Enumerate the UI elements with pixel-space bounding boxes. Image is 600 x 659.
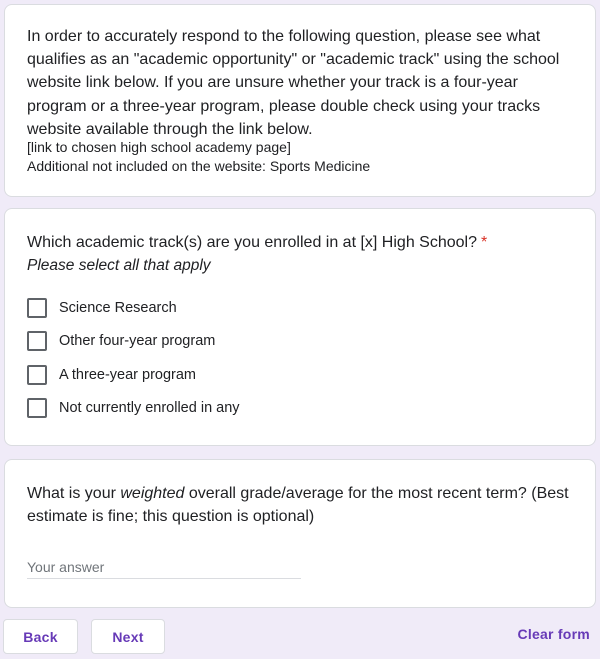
grade-question-title: [27, 482, 587, 528]
option-not-enrolled[interactable]: [27, 397, 240, 419]
option-label: Science Research: [59, 300, 177, 316]
option-label: A three-year program: [59, 367, 197, 383]
grade-answer-input[interactable]: [27, 556, 301, 579]
option-three-year-program[interactable]: [27, 364, 196, 386]
grade-question-text-rest: overall grade/average for the most recent term? (Best estimate is fine; this question is optional): [27, 485, 569, 526]
tracks-question-title: [27, 231, 587, 254]
checkbox[interactable]: [27, 331, 47, 351]
checkbox[interactable]: [27, 365, 47, 385]
option-label: Not currently enrolled in any: [59, 400, 240, 416]
tracks-question-text: Which academic track(s) are you enrolled in at [x] High School?: [27, 234, 477, 251]
tracks-question-subtitle: Please select all that apply: [27, 257, 211, 274]
tracks-question-card: [4, 208, 596, 446]
option-other-four-year-program[interactable]: [27, 330, 215, 352]
checkbox[interactable]: [27, 298, 47, 318]
info-paragraph: In order to accurately respond to the following question, please see what qualifies as an "academic opportunity" or "academic track" using the school website link below. If you are unsure whether your track is a four-year program or a three-year program, please double check using your tracks website available through the link below.: [27, 28, 560, 138]
option-science-research[interactable]: [27, 297, 177, 319]
info-card: [4, 4, 596, 197]
next-button[interactable]: Next: [91, 619, 165, 654]
grade-question-text: What is your: [27, 485, 121, 502]
option-label: Other four-year program: [59, 333, 216, 349]
checkbox[interactable]: [27, 398, 47, 418]
back-button[interactable]: Back: [3, 619, 78, 654]
grade-question-card: [4, 459, 596, 608]
grade-question-emphasis: weighted: [120, 485, 185, 502]
required-asterisk: *: [480, 234, 488, 251]
additional-note: Additional not included on the website: Sports Medicine: [27, 158, 371, 174]
clear-form-button[interactable]: Clear form: [517, 626, 590, 642]
academy-page-link-placeholder: [link to chosen high school academy page]: [27, 139, 291, 155]
